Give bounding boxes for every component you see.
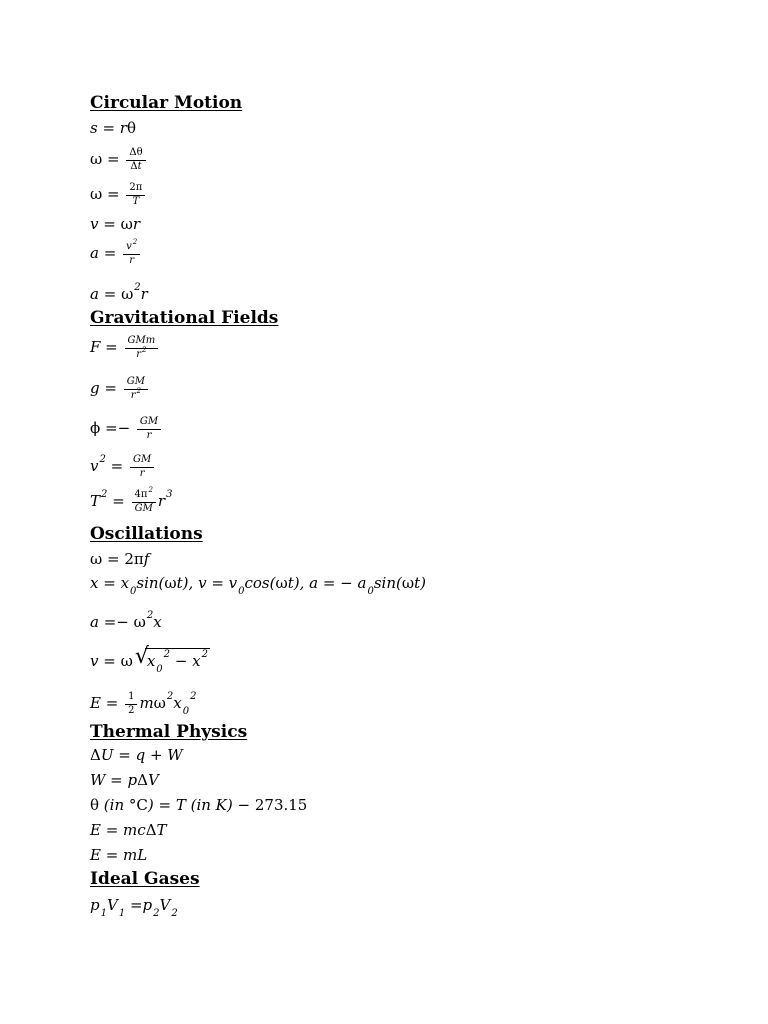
equation-temperature-conversion: θ (in °C) = T (in K) − 273.15 (90, 796, 308, 814)
equation-kepler-third-law: $T^2$ = $\frac{4\pi^2}{GM}$ $r^3$ (90, 486, 173, 514)
equation-first-law: ΔU = q + W (90, 746, 183, 764)
equation-specific-heat: E = mcΔT (90, 821, 167, 839)
equation-gravitational-force: F = $\frac{\text{GMm}}{r^2}$ (90, 336, 160, 360)
equation-centripetal-accel-omega: $a = \omega^2r$ (90, 282, 148, 303)
equation-field-strength: g = $\frac{GM}{r^2}$ (90, 377, 150, 401)
section-heading-ideal-gases: Ideal Gases (90, 869, 200, 889)
equation-gravitational-potential: ϕ =− $\frac{GM}{r}$ (90, 417, 163, 441)
equation-shm-displacement: $x = x_0\sin(\omega t)$, $v = v_0\cos(\omega t)$, a = − $a_0\sin(\omega t)$ (90, 574, 426, 597)
section-heading-oscillations: Oscillations (90, 524, 203, 544)
equation-angular-velocity-period: ω = $\frac{2\pi}{T}$ (90, 183, 147, 207)
equation-shm-acceleration: $a =- \omega^2x$ (90, 610, 162, 631)
section-heading-circular-motion: Circular Motion (90, 93, 243, 113)
equation-arc-length: s = rθ (90, 119, 137, 137)
equation-orbital-velocity: $v^2$ = $\frac{GM}{r}$ (90, 455, 156, 479)
equation-work-done: W = pΔV (90, 771, 159, 789)
equation-shm-energy: E = $\frac{1}{2}$ $m\omega^2x_0^2$ (90, 691, 197, 717)
section-heading-gravitational-fields: Gravitational Fields (90, 308, 279, 328)
equation-centripetal-accel-v: a = $\frac{v^2}{r}$ (90, 242, 142, 266)
section-heading-thermal-physics: Thermal Physics (90, 722, 248, 742)
equation-angular-velocity-ratio: ω = $\frac{\Delta\theta}{\Delta t}$ (90, 148, 148, 172)
equation-linear-velocity: v = ωr (90, 215, 140, 233)
equation-shm-velocity: v = ω √ $x_0^2 - x^2$ (90, 644, 208, 675)
equation-latent-heat: E = mL (90, 846, 148, 864)
equation-boyles-law: $p_1V_1 =p_2V_2$ (90, 896, 178, 919)
equation-angular-frequency: ω = 2πf (90, 550, 150, 568)
